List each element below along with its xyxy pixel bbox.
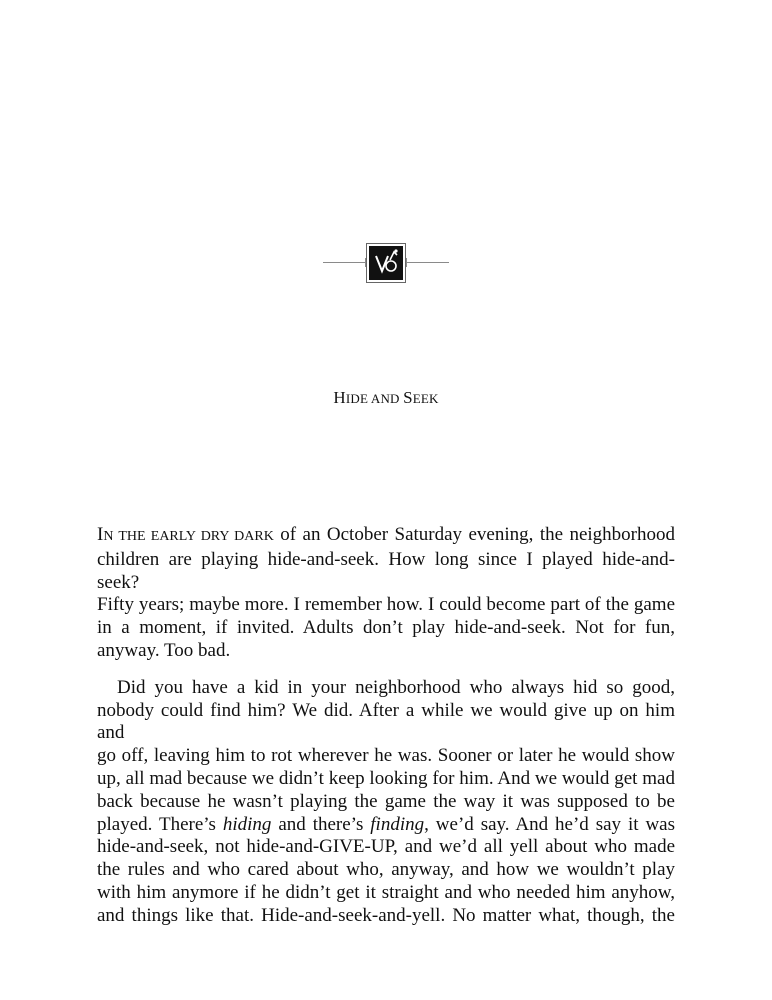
title-smallcaps-1: IDE AND — [345, 391, 404, 406]
text-line: anyway. Too bad. — [97, 639, 231, 661]
ornament-rule-left — [323, 262, 366, 263]
text-line: and things like that. Hide-and-seek-and-yell. No matter what, though, the — [97, 904, 675, 926]
text-line — [97, 814, 675, 837]
text-line: Fifty years; maybe more. I remember how. I could become part of the game — [97, 594, 675, 616]
text-line: the rules and who cared about who, anyway, and how we wouldn’t play — [97, 859, 675, 881]
text-line: children are playing hide-and-seek. How long since I played hide-and-seek? — [97, 548, 675, 593]
emphasis-hiding: hiding — [222, 813, 272, 835]
emblem-image — [369, 246, 403, 280]
text-line: in a moment, if invited. Adults don’t play hide-and-seek. Not for fun, — [97, 617, 675, 639]
chapter-ornament — [323, 242, 449, 284]
text-fragment: played. There’s — [97, 813, 223, 835]
paragraph-1 — [97, 524, 675, 663]
text-line: hide-and-seek, not hide-and-GIVE-UP, and we’d all yell about who made — [97, 836, 675, 858]
text-fragment: , we’d say. And he’d say it was — [424, 813, 676, 835]
title-initial-h: H — [333, 388, 346, 407]
text-line: nobody could find him? We did. After a while we would give up on him and — [97, 699, 675, 744]
text-line-fragment: of an October Saturday evening, the neighborhood — [273, 524, 676, 545]
lead-initial: I — [97, 524, 104, 545]
title-initial-s: S — [403, 388, 413, 407]
ornament-emblem — [366, 243, 406, 283]
chapter-title — [0, 388, 772, 408]
text-fragment: and there’s — [271, 813, 371, 835]
seeker-figure-icon — [369, 246, 403, 280]
text-line: with him anymore if he didn’t get it straight and who needed him anyhow, — [97, 881, 675, 903]
text-line: back because he wasn’t playing the game the way it was supposed to be — [97, 790, 675, 812]
title-smallcaps-2: EEK — [412, 391, 439, 406]
text-line: Did you have a kid in your neighborhood who always hid so good, — [117, 676, 675, 698]
text-line — [97, 524, 675, 549]
chapter-body — [97, 524, 675, 928]
paragraph-2 — [97, 677, 675, 928]
text-line: up, all mad because we didn’t keep looking for him. And we would get mad — [97, 767, 675, 789]
text-line: go off, leaving him to rot wherever he was. Sooner or later he would show — [97, 745, 675, 767]
emphasis-finding: finding — [370, 813, 425, 835]
ornament-rule-right — [406, 262, 449, 263]
lead-smallcaps: N THE EARLY DRY DARK — [103, 529, 274, 544]
